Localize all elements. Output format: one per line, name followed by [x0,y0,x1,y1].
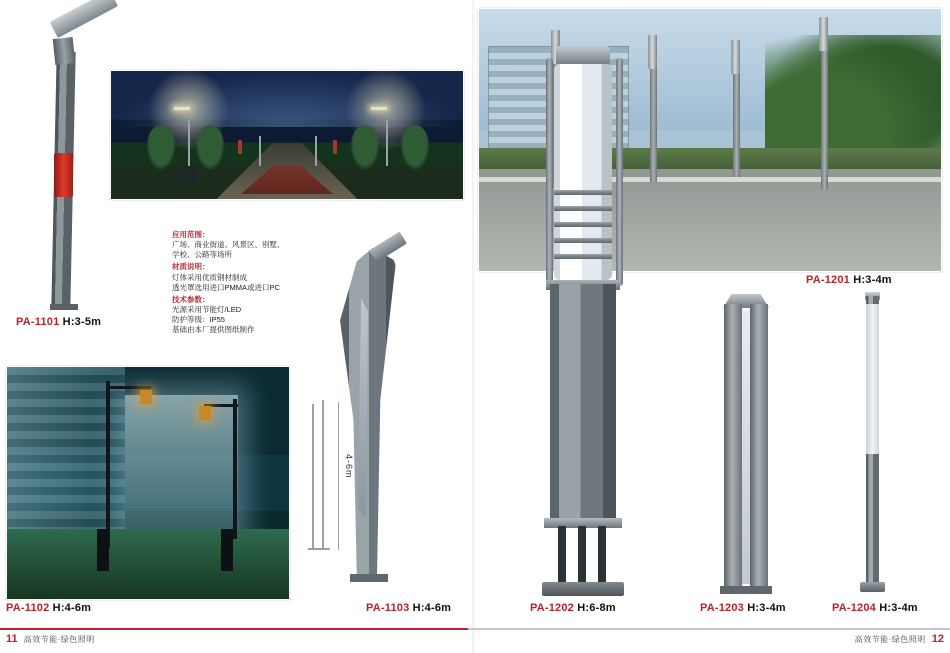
diffuser-ring [554,254,612,259]
street-pole [188,120,190,166]
pole-base [720,586,772,594]
lamp-head [50,0,118,38]
pedestrian [181,168,186,184]
lamp-arm [106,386,151,389]
product-height-pa-1202: H:6-8m [577,602,616,614]
post-right [750,304,768,590]
base-slot [578,526,586,582]
specification-text-block [172,228,312,335]
lamp-pole [233,399,237,538]
light-diffuser [742,310,750,584]
spec-line: 灯体采用优质钢材制成 [172,272,247,282]
side-rail-right [616,58,623,286]
product-code-pa-1201: PA-1201 [806,274,850,286]
product-code-pa-1204: PA-1204 [832,602,876,614]
dimension-label: 4-6m [344,454,354,479]
technical-drawing-pa-1103 [306,398,352,554]
photo-night-street-render [110,70,464,200]
spec-heading-technical: 技术参数： [172,294,210,304]
diffuser-ring [554,222,612,227]
lawn-ground [7,529,289,599]
bollard-head [819,17,828,51]
spec-line: 广场、商业街道、风景区、别墅、 [172,240,285,250]
pole-base [542,582,624,596]
product-code-pa-1101: PA-1101 [16,316,60,328]
side-rail-left [546,58,553,286]
red-accent [333,140,337,154]
pole-base [221,529,233,571]
pole-base [860,582,885,592]
product-height-pa-1203: H:3-4m [747,602,786,614]
product-code-pa-1202: PA-1202 [530,602,574,614]
lamp-head [371,107,387,110]
product-image-pa-1203 [716,288,776,600]
lit-wall [125,395,238,543]
footer-left [6,633,95,645]
sketch-base-line [308,548,330,550]
diffuser-ring [554,206,612,211]
footer-tagline-left: 高效节能·绿色照明 [23,634,95,644]
sketch-outline [322,400,324,550]
page-number-right: 12 [931,633,944,645]
street-pole [386,120,388,166]
street-pole [259,136,261,166]
lamp-pole [106,381,110,548]
tree [146,125,176,171]
product-label-pa-1204 [832,602,918,614]
product-height-pa-1101: H:3-5m [62,316,102,328]
lamp-head [174,107,190,110]
spec-heading-material: 材质说明： [172,262,210,272]
lamp-lantern [199,406,211,420]
red-accent-panel [54,153,73,197]
light-diffuser [554,64,612,280]
product-label-pa-1201 [806,274,892,286]
sky-glow [111,71,463,127]
diffuser-ring [554,238,612,243]
footer-divider [0,628,950,630]
lamp-cap [556,46,610,64]
product-image-pa-1204 [852,286,892,600]
product-height-pa-1201: H:3-4m [853,274,892,286]
product-label-pa-1102 [6,602,91,614]
spec-line: 光源采用节能灯/LED [172,304,242,314]
product-height-pa-1103: H:4-6m [412,602,452,614]
pole-base [97,529,109,571]
bollard-head [731,40,740,74]
base-slot [558,526,566,582]
post-left [724,304,742,590]
product-code-pa-1203: PA-1203 [700,602,744,614]
photo-building-night [6,366,290,600]
product-label-pa-1103 [366,602,451,614]
footer-right [855,633,944,645]
product-image-pa-1202 [530,40,640,600]
page-spine-shadow [472,0,476,653]
pole-base [50,304,78,310]
light-diffuser [866,304,879,454]
page-number-left: 11 [6,633,18,645]
tree [350,125,380,171]
footer-tagline-right: 高效节能·绿色照明 [854,634,926,644]
product-height-pa-1204: H:3-4m [879,602,918,614]
bollard-head [648,35,657,69]
pole-neck [53,37,76,65]
base-slot [598,526,606,582]
dimension-line [338,402,339,550]
red-accent [238,140,242,154]
product-image-pa-1101 [40,8,100,308]
spec-heading-application: 应用范围： [172,230,210,239]
product-label-pa-1202 [530,602,616,614]
spec-line: 防护等级：IP55 [172,315,225,324]
diffuser-ring [554,190,612,195]
product-code-pa-1103: PA-1103 [366,602,410,614]
lamp-lantern [140,390,152,404]
product-label-pa-1203 [700,602,786,614]
product-height-pa-1102: H:4-6m [52,602,92,614]
pole-base [350,574,388,582]
tree [195,125,225,171]
spec-line: 透光罩选用进口PMMA或进口PC [172,282,280,292]
street-pole [315,136,317,166]
spec-line: 基础由本厂提供图纸制作 [172,325,255,335]
product-label-pa-1101 [16,316,101,328]
product-code-pa-1102: PA-1102 [6,602,50,614]
sketch-outline [312,404,314,550]
spec-line: 学校、公路等场所 [172,250,232,260]
tree [400,125,430,171]
pole-shaft [550,284,616,520]
pedestrian [192,168,197,184]
